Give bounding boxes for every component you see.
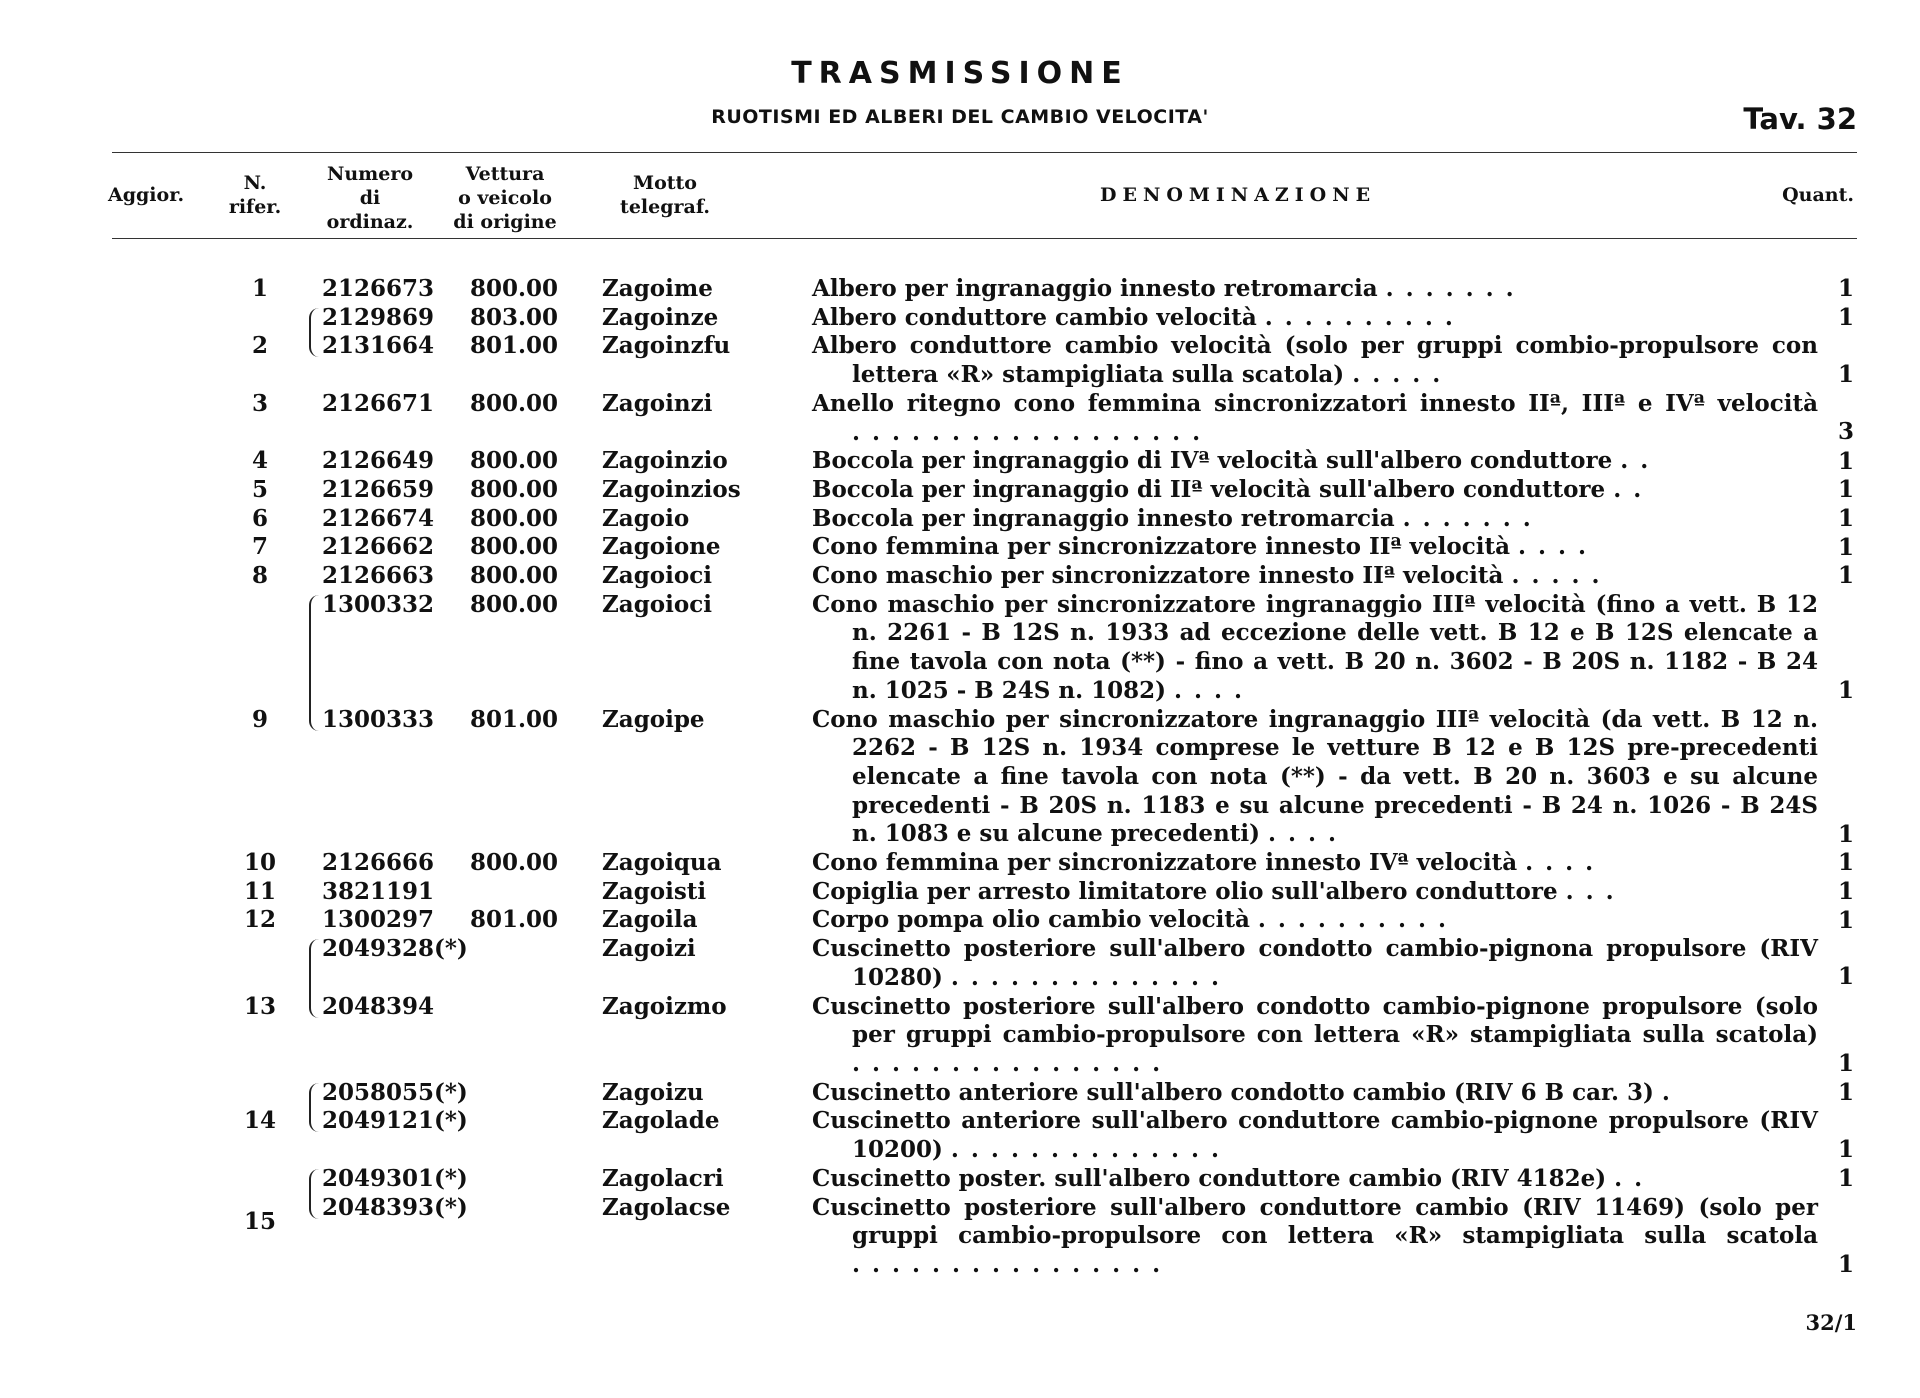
leader-dots: .......	[1385, 275, 1526, 302]
quantity: 1	[1837, 1135, 1854, 1163]
description-text: Cuscinetto posteriore sull'albero conduttore cambio (RIV 11469) (solo per gruppi cambio-propulsore con lettera «R» stampigliata sulla scatola	[812, 1193, 1818, 1250]
telegraph-code: Zagoinzio	[602, 447, 728, 475]
table-row	[0, 332, 1920, 389]
leader-dots: .	[1661, 1078, 1682, 1106]
telegraph-code: Zagoila	[602, 906, 698, 934]
description	[812, 447, 1818, 476]
order-number: 2049328(*)	[322, 935, 468, 963]
telegraph-code: Zagoisti	[602, 877, 707, 905]
order-number: 2049121(*)	[322, 1107, 468, 1135]
group-bracket	[309, 939, 323, 1018]
table-row	[0, 533, 1920, 562]
order-number: 2126662	[322, 533, 435, 561]
description-text: Corpo pompa olio cambio velocità	[812, 906, 1250, 934]
leader-dots: ..............	[950, 1136, 1232, 1164]
rif-number: 2	[251, 331, 268, 359]
order-number: 1300297	[322, 906, 435, 934]
description	[812, 476, 1818, 505]
rif-number: 11	[243, 877, 276, 905]
order-number: 3821191	[322, 877, 435, 905]
header-rule-bottom	[112, 238, 1857, 239]
order-number: 2048394	[322, 992, 435, 1020]
table-row	[0, 476, 1920, 505]
table-row	[0, 706, 1920, 850]
vehicle-origin: 800.00	[470, 389, 559, 417]
leader-dots: .....	[1352, 361, 1453, 389]
table-row	[0, 849, 1920, 878]
telegraph-code: Zagolade	[602, 1107, 720, 1135]
vehicle-origin: 800.00	[470, 849, 559, 877]
table-row	[0, 447, 1920, 476]
telegraph-code: Zagoinzfu	[602, 332, 731, 360]
page-number: 32/1	[1805, 1310, 1857, 1335]
quantity: 1	[1837, 476, 1854, 504]
order-number: 2129869	[322, 303, 435, 331]
table-row	[0, 505, 1920, 534]
description-text: Cono maschio per sincronizzatore innesto IIª velocità	[812, 562, 1504, 590]
table-row	[0, 993, 1920, 1079]
telegraph-code: Zagoinze	[602, 303, 719, 331]
rif-number: 9	[251, 705, 268, 733]
telegraph-code: Zagoizu	[602, 1078, 704, 1106]
description-text: Boccola per ingranaggio di IVª velocità sull'albero conduttore	[812, 447, 1613, 475]
column-header-nrif: N. rifer.	[228, 172, 282, 218]
leader-dots: ....	[1267, 820, 1349, 848]
group-bracket	[309, 1169, 323, 1219]
telegraph-code: Zagoinzios	[602, 475, 741, 503]
description	[812, 1107, 1818, 1164]
rif-number: 1	[251, 275, 268, 302]
leader-dots: ..............	[950, 963, 1232, 991]
leader-dots: .....	[1511, 562, 1612, 590]
description	[812, 906, 1818, 935]
rif-number: 6	[251, 504, 268, 532]
order-number: 2126659	[322, 475, 435, 503]
description	[812, 706, 1818, 850]
table-number: Tav. 32	[1743, 102, 1857, 136]
description	[812, 1194, 1818, 1280]
telegraph-code: Zagoizmo	[602, 992, 727, 1020]
description-text: Cono maschio per sincronizzatore ingranaggio IIIª velocità (fino a vett. B 12 n. 2261 - B 12S n. 1933 ad eccezione delle vett. B 12 e B 12S elencate a fine tavola con nota (**) - fino a vett. B 20 n. 3602 - B 20S n. 1182 - B 24 n. 1025 - B 24S n. 1082)	[812, 590, 1818, 704]
order-number: 2126673	[322, 275, 435, 302]
leader-dots: ....	[1518, 533, 1599, 561]
page-title: TRASMISSIONE	[791, 56, 1129, 91]
rif-number: 10	[243, 849, 276, 877]
telegraph-code: Zagolacse	[602, 1193, 731, 1221]
quantity: 1	[1837, 447, 1854, 475]
vehicle-origin: 800.00	[470, 447, 559, 475]
quantity: 1	[1837, 906, 1854, 934]
vehicle-origin: 800.00	[470, 504, 559, 532]
description	[812, 562, 1818, 591]
leader-dots: ................	[852, 1049, 1173, 1077]
telegraph-code: Zagoio	[602, 504, 690, 532]
description	[812, 275, 1818, 304]
rif-number: 5	[251, 475, 268, 503]
telegraph-code: Zagoioci	[602, 590, 712, 618]
table-row	[0, 275, 1920, 304]
description-text: Boccola per ingranaggio innesto retromarcia	[812, 504, 1395, 532]
table-row	[0, 1194, 1920, 1280]
description	[812, 591, 1818, 706]
quantity: 1	[1837, 504, 1854, 532]
group-bracket	[309, 308, 323, 357]
vehicle-origin: 800.00	[470, 475, 559, 503]
rif-number: 8	[251, 562, 268, 590]
description-text: Cuscinetto poster. sull'albero conduttore cambio (RIV 4182e)	[812, 1164, 1607, 1192]
quantity: 1	[1837, 1078, 1854, 1106]
description-text: Albero per ingranaggio innesto retromarcia	[812, 275, 1378, 302]
description	[812, 935, 1818, 992]
page-subtitle: RUOTISMI ED ALBERI DEL CAMBIO VELOCITA'	[711, 106, 1209, 128]
group-bracket	[309, 595, 323, 731]
leader-dots: ................	[852, 1250, 1173, 1278]
description-text: Cuscinetto anteriore sull'albero conduttore cambio-pignone propulsore (RIV 10200)	[812, 1107, 1818, 1164]
leader-dots: ..........	[1264, 303, 1465, 331]
quantity: 3	[1837, 418, 1854, 446]
rif-number: 4	[251, 447, 268, 475]
vehicle-origin: 800.00	[470, 533, 559, 561]
description-text: Cuscinetto posteriore sull'albero condotto cambio-pignone propulsore (solo per gruppi cambio-propulsore con lettera «R» stampigliata sulla scatola)	[812, 992, 1818, 1049]
description-text: Anello ritegno cono femmina sincronizzatori innesto IIª, IIIª e IVª velocità	[812, 389, 1818, 417]
description-text: Cono femmina per sincronizzatore innesto IVª velocità	[812, 849, 1518, 877]
rif-number: 13	[243, 992, 276, 1020]
vehicle-origin: 801.00	[470, 906, 559, 934]
quantity: 1	[1837, 849, 1854, 877]
description	[812, 390, 1818, 447]
order-number: 2049301(*)	[322, 1164, 468, 1192]
quantity: 1	[1837, 963, 1854, 991]
quantity: 1	[1837, 1049, 1854, 1077]
quantity: 1	[1837, 275, 1854, 303]
description-text: Cuscinetto posteriore sull'albero condotto cambio-pignona propulsore (RIV 10280)	[812, 935, 1818, 991]
rif-number: 7	[251, 533, 268, 561]
description	[812, 304, 1818, 333]
order-number: 2058055(*)	[322, 1078, 468, 1106]
description	[812, 1079, 1818, 1108]
telegraph-code: Zagoione	[602, 533, 721, 561]
quantity: 1	[1837, 304, 1854, 331]
description	[812, 993, 1818, 1079]
order-number: 2126671	[322, 389, 435, 417]
rif-number: 12	[243, 906, 276, 934]
vehicle-origin: 801.00	[470, 332, 559, 360]
telegraph-code: Zagolacri	[602, 1164, 724, 1192]
leader-dots: ....	[1525, 849, 1606, 877]
vehicle-origin: 800.00	[470, 562, 559, 590]
telegraph-code: Zagoinzi	[602, 389, 713, 417]
header-rule-top	[112, 152, 1857, 153]
description	[812, 505, 1818, 534]
table-row	[0, 1107, 1920, 1164]
leader-dots: ....	[1174, 676, 1255, 704]
table-row	[0, 562, 1920, 591]
column-header-numero: Numero di ordinaz.	[326, 163, 414, 233]
leader-dots: ..	[1614, 1164, 1655, 1192]
group-bracket	[309, 1083, 323, 1132]
parts-table	[0, 275, 1920, 1280]
table-row	[0, 906, 1920, 935]
description	[812, 849, 1818, 878]
description	[812, 533, 1818, 562]
order-number: 2126649	[322, 447, 435, 475]
leader-dots: ...	[1565, 877, 1626, 905]
description-text: Albero conduttore cambio velocità	[812, 303, 1257, 331]
leader-dots: ..	[1613, 475, 1654, 503]
order-number: 2048393(*)	[322, 1193, 468, 1221]
quantity: 1	[1837, 878, 1854, 906]
vehicle-origin: 803.00	[470, 303, 559, 331]
column-header-vettura: Vettura o veicolo di origine	[453, 163, 557, 233]
order-number: 2131664	[322, 332, 435, 360]
quantity: 1	[1837, 1250, 1854, 1278]
telegraph-code: Zagoime	[602, 275, 713, 302]
order-number: 1300332	[322, 590, 435, 618]
description-text: Copiglia per arresto limitatore olio sull'albero conduttore	[812, 877, 1558, 905]
quantity: 1	[1837, 820, 1854, 848]
description-text: Albero conduttore cambio velocità (solo per gruppi combio-propulsore con lettera «R» stampigliata sulla scatola)	[812, 332, 1818, 389]
description	[812, 878, 1818, 907]
order-number: 1300333	[322, 705, 435, 733]
description	[812, 332, 1818, 389]
column-header-quant: Quant.	[1782, 184, 1854, 206]
leader-dots: ..................	[852, 418, 1213, 446]
rif-number: 15	[243, 1207, 276, 1235]
order-number: 2126663	[322, 562, 435, 590]
quantity: 1	[1837, 562, 1854, 590]
telegraph-code: Zagoipe	[602, 705, 705, 733]
description-text: Boccola per ingranaggio di IIª velocità sull'albero conduttore	[812, 475, 1606, 503]
quantity: 1	[1837, 677, 1854, 705]
order-number: 2126666	[322, 849, 435, 877]
quantity: 1	[1837, 1165, 1854, 1193]
vehicle-origin: 801.00	[470, 705, 559, 733]
description-text: Cono maschio per sincronizzatore ingranaggio IIIª velocità (da vett. B 12 n. 2262 - B 12S n. 1934 comprese le vetture B 12 e B 12S pre-precedenti elencate a fine tavola con nota (**) - da vett. B 20 n. 3603 e su alcune precedenti - B 20S n. 1183 e su alcune precedenti - B 24 n. 1026 - B 24S n. 1083 e su alcune precedenti)	[812, 705, 1818, 848]
rif-number: 14	[243, 1106, 276, 1134]
leader-dots: ..	[1620, 447, 1661, 475]
column-header-denominazione: DENOMINAZIONE	[1100, 184, 1377, 206]
quantity: 1	[1837, 360, 1854, 388]
rif-number: 3	[251, 389, 268, 417]
column-header-aggior: Aggior.	[108, 184, 185, 206]
table-row	[0, 878, 1920, 907]
telegraph-code: Zagoizi	[602, 935, 696, 963]
vehicle-origin: 800.00	[470, 275, 559, 302]
quantity: 1	[1837, 533, 1854, 561]
order-number: 2126674	[322, 504, 435, 532]
telegraph-code: Zagoiqua	[602, 849, 722, 877]
leader-dots: .......	[1402, 504, 1543, 532]
vehicle-origin: 800.00	[470, 590, 559, 618]
description-text: Cuscinetto anteriore sull'albero condotto cambio (RIV 6 B car. 3)	[812, 1078, 1654, 1106]
description-text: Cono femmina per sincronizzatore innesto IIª velocità	[812, 533, 1511, 561]
table-row	[0, 390, 1920, 447]
telegraph-code: Zagoioci	[602, 562, 712, 590]
description	[812, 1165, 1818, 1194]
leader-dots: ..........	[1257, 906, 1458, 934]
column-header-motto: Motto telegraf.	[620, 172, 710, 218]
